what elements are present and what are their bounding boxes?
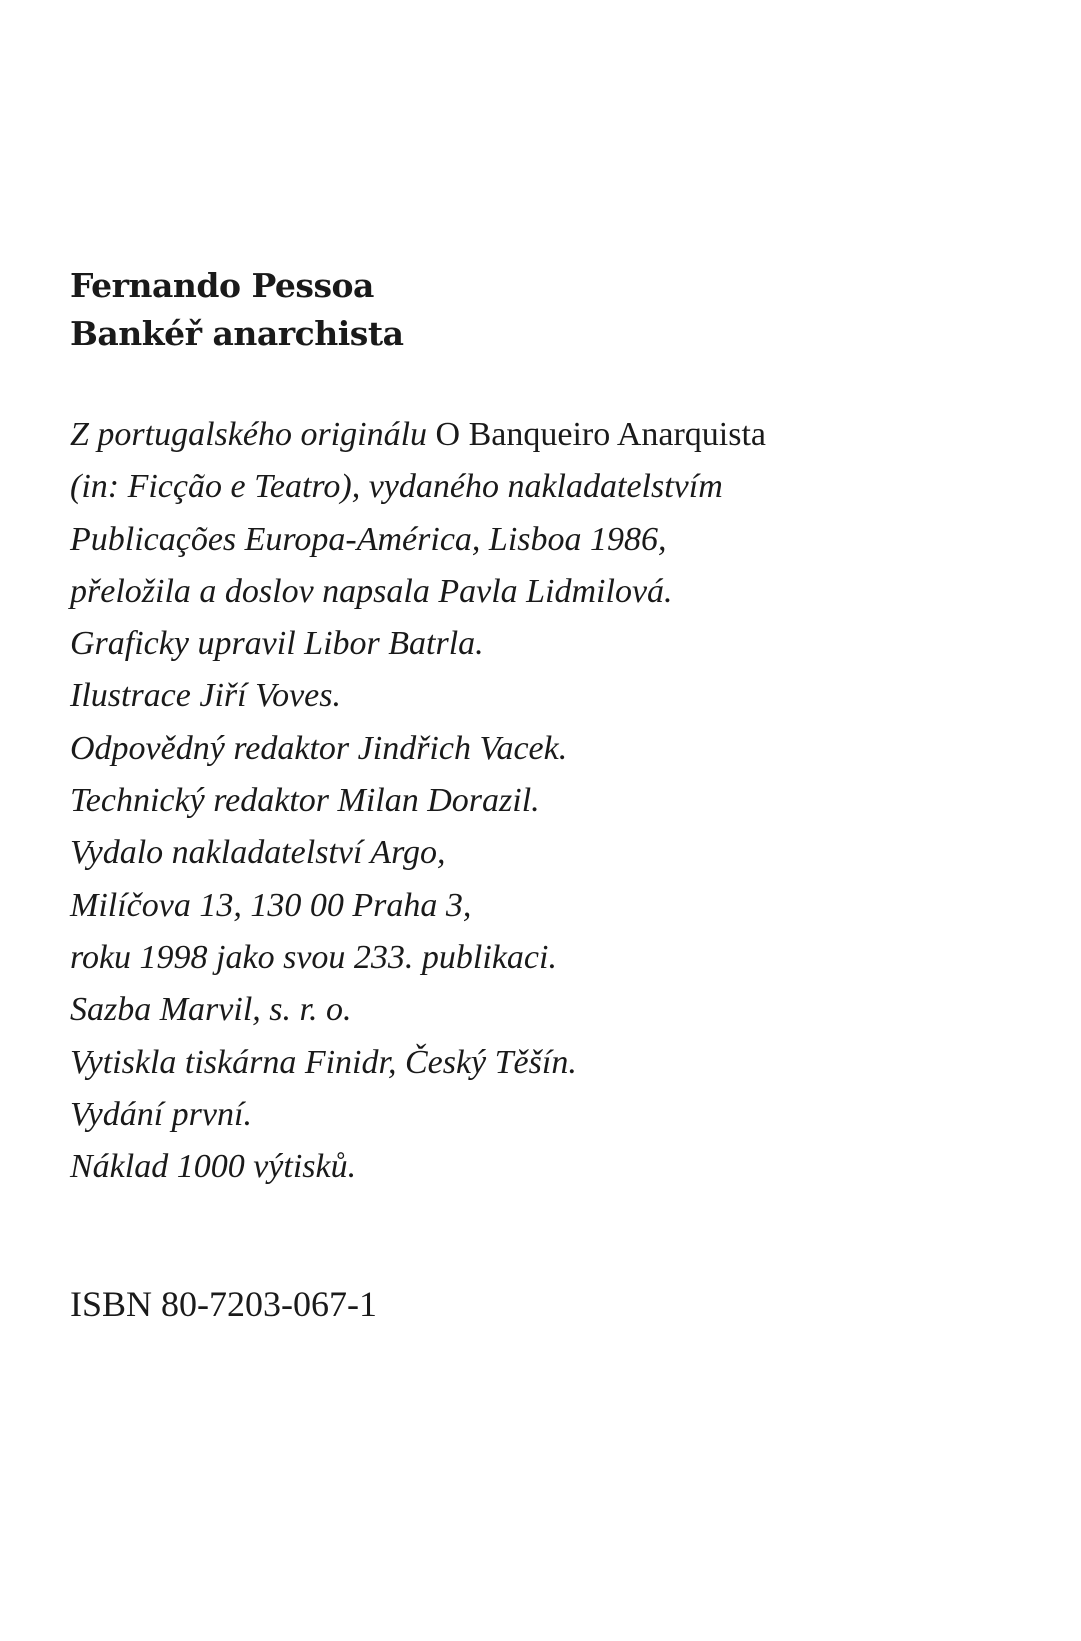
colophon-line: Vytiskla tiskárna Finidr, Český Těšín. bbox=[70, 1043, 577, 1081]
colophon-line: přeložila a doslov napsala Pavla Lidmilová. bbox=[70, 572, 673, 610]
original-title: O Banqueiro Anarquista bbox=[435, 416, 767, 453]
colophon-line: Náklad 1000 výtisků. bbox=[70, 1148, 357, 1186]
colophon-line: Odpovědný redaktor Jindřich Vacek. bbox=[70, 729, 568, 767]
author-name: Fernando Pessoa bbox=[70, 266, 374, 305]
colophon-line: Milíčova 13, 130 00 Praha 3, bbox=[70, 886, 472, 924]
colophon-line bbox=[70, 409, 766, 461]
book-title: Bankéř anarchista bbox=[70, 314, 404, 353]
colophon-line: roku 1998 jako svou 233. publikaci. bbox=[70, 938, 557, 976]
colophon-line: Graficky upravil Libor Batrla. bbox=[70, 625, 484, 663]
colophon-line: Publicações Europa-América, Lisboa 1986, bbox=[70, 520, 667, 558]
isbn: ISBN 80-7203-067-1 bbox=[70, 1284, 377, 1324]
colophon-line: (in: Ficção e Teatro), vydaného nakladatelstvím bbox=[70, 468, 723, 506]
colophon-line: Vydalo nakladatelství Argo, bbox=[70, 834, 446, 872]
colophon-line: Sazba Marvil, s. r. o. bbox=[70, 991, 352, 1029]
colophon-line: Ilustrace Jiří Voves. bbox=[70, 677, 341, 715]
colophon bbox=[70, 409, 766, 1193]
title-block bbox=[70, 262, 403, 358]
colophon-line: Technický redaktor Milan Dorazil. bbox=[70, 782, 540, 820]
colophon-line: Vydání první. bbox=[70, 1095, 252, 1133]
source-note: Z portugalského originálu bbox=[70, 416, 436, 453]
